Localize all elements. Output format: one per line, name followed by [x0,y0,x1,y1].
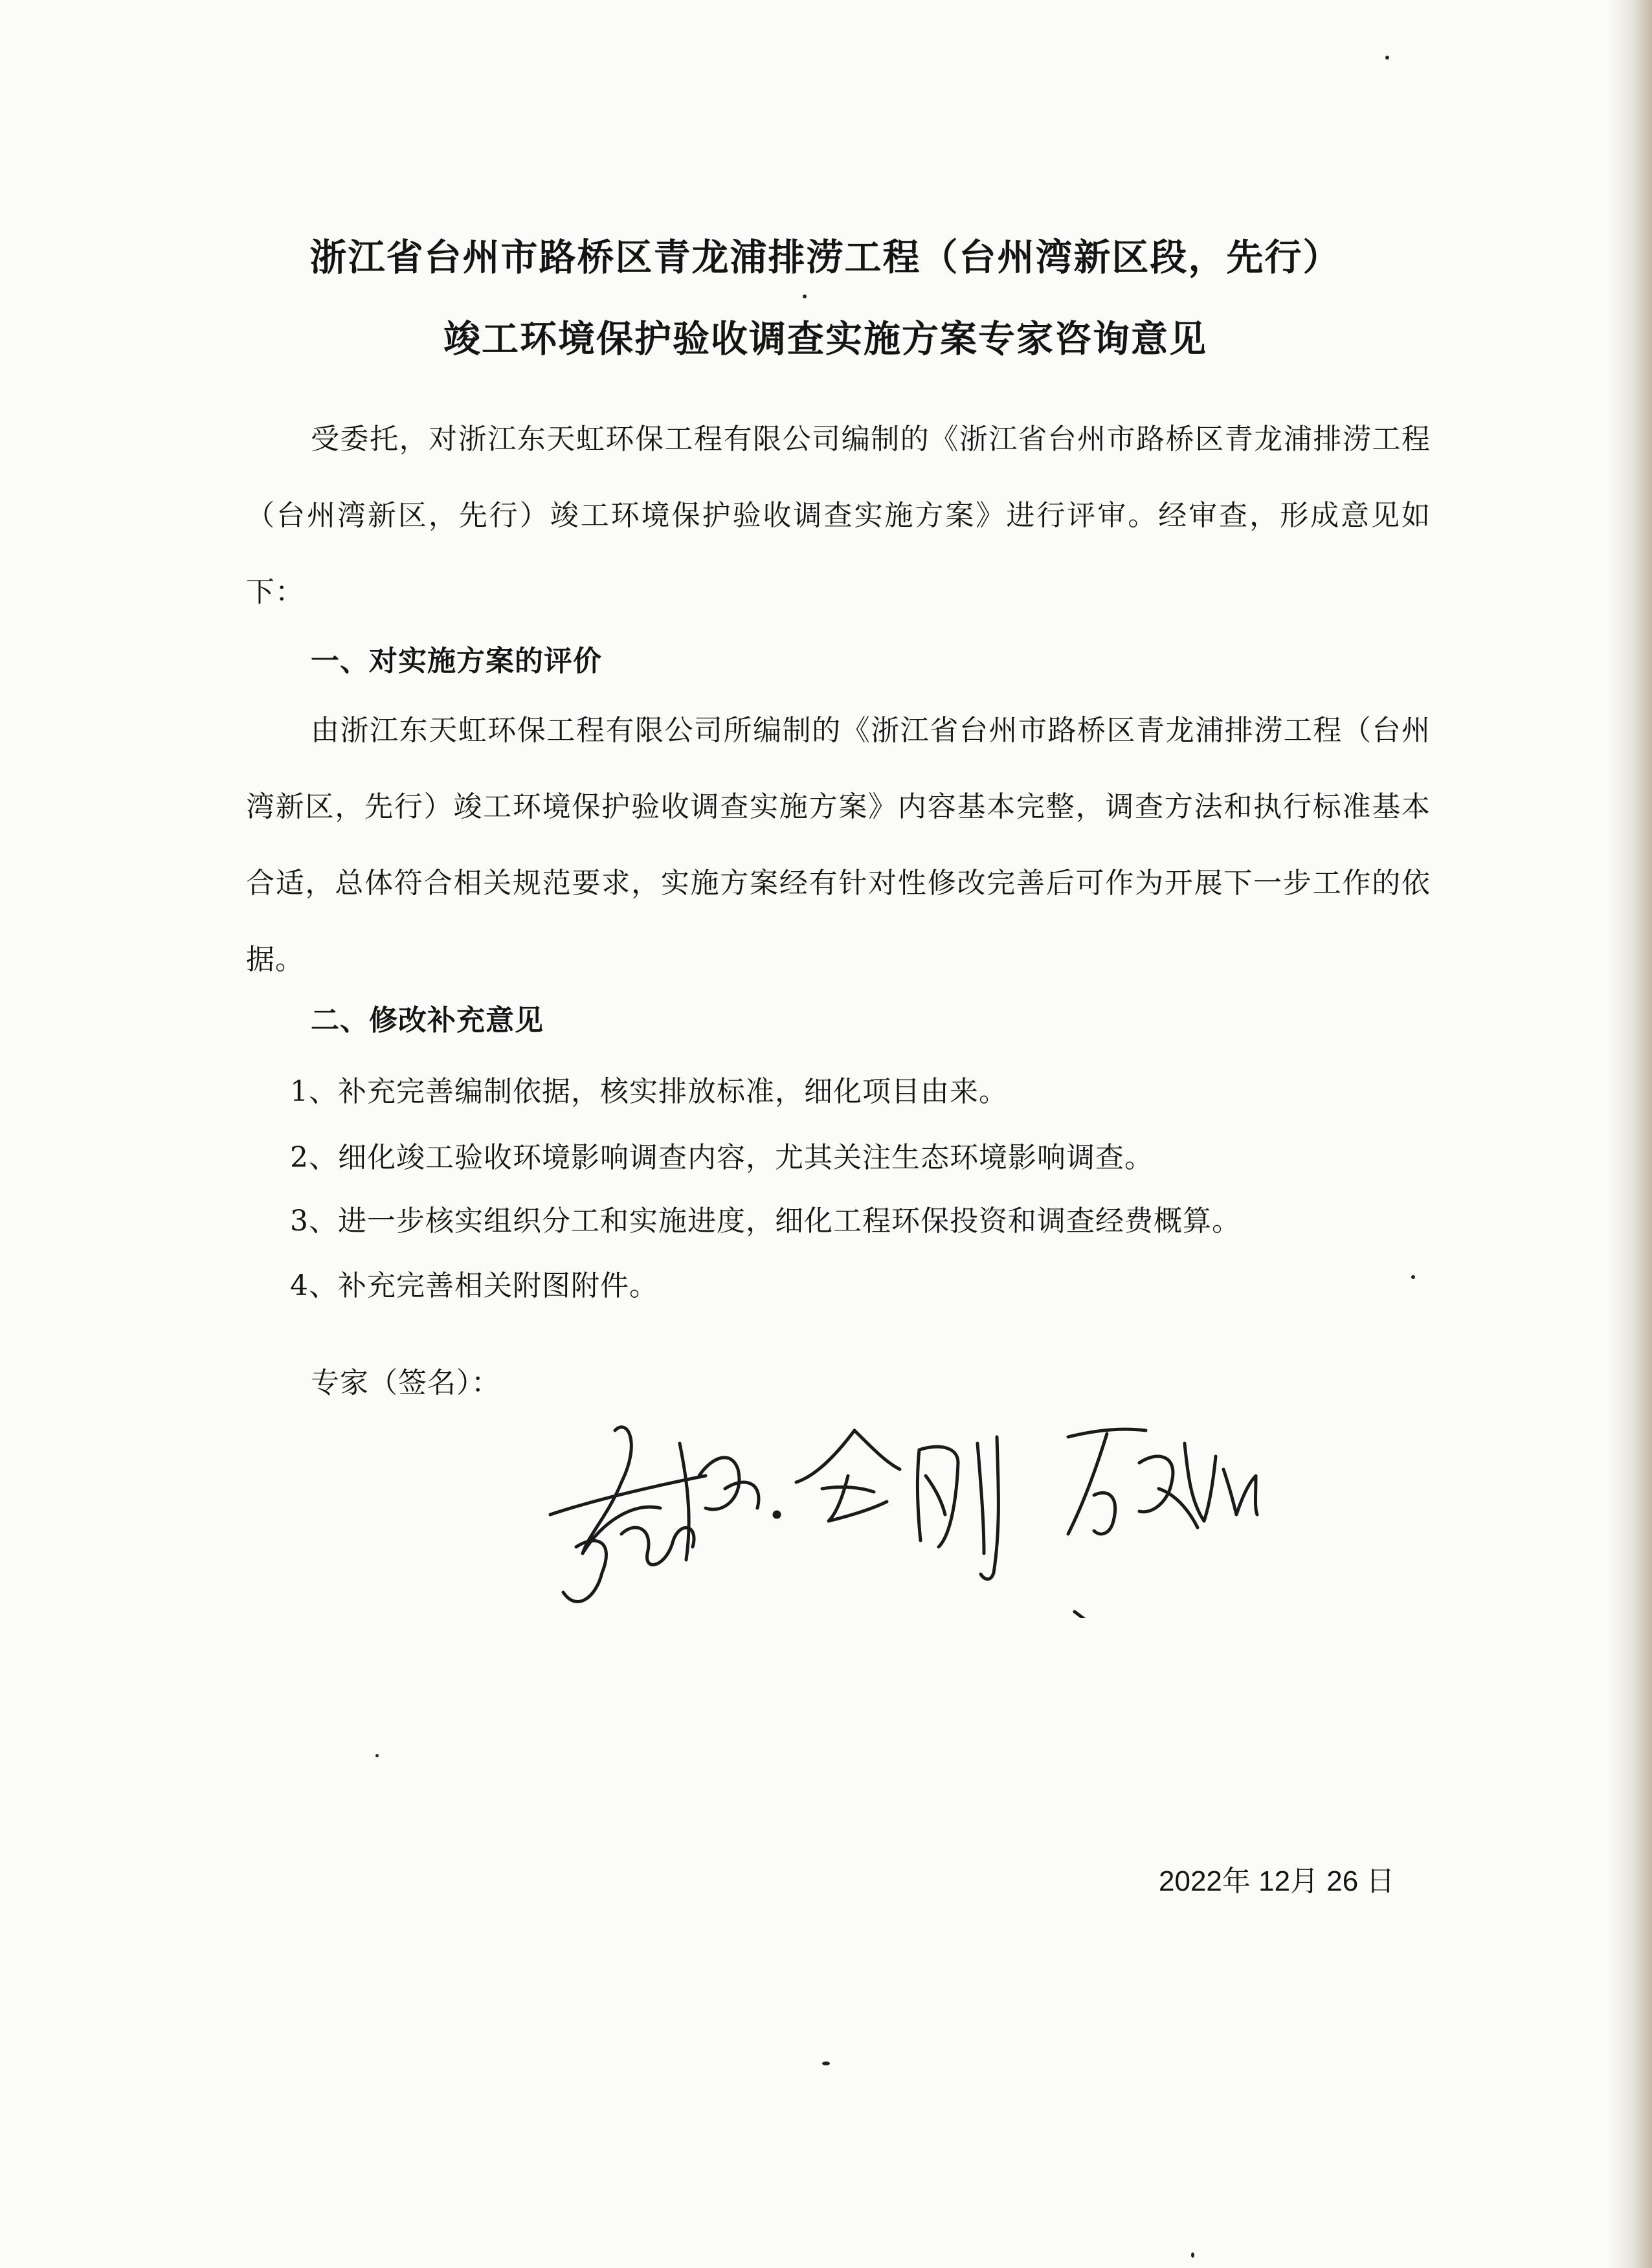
signature-label: 专家（签名）： [311,1366,500,1399]
list-item: 4、补充完善相关附图附件。 [290,1269,658,1302]
handwritten-signatures [537,1405,1301,1618]
section1-heading: 一、对实施方案的评价 [311,645,602,678]
section1-body: 由浙江东天虹环保工程有限公司所编制的《浙江省台州市路桥区青龙浦排涝工程（台州湾新区，先行）竣工环境保护验收调查实施方案》内容基本完整，调查方法和执行标准基本合适，总体符合相关规范要求，实施方案经有针对性修改完善后可作为开展下一步工作的依据。 [246,714,1431,976]
list-item: 2、细化竣工验收环境影响调查内容，尤其关注生态环境影响调查。 [290,1141,1154,1174]
section2-heading: 二、修改补充意见 [311,1004,544,1037]
scan-speck [822,2062,830,2065]
scan-speck [1385,56,1389,60]
intro-paragraph: 受委托，对浙江东天虹环保工程有限公司编制的《浙江省台州市路桥区青龙浦排涝工程（台州湾新区，先行）竣工环境保护验收调查实施方案》进行评审。经审查，形成意见如下： [246,423,1431,608]
scan-edge-shadow [1607,0,1652,2268]
list-item: 3、进一步核实组织分工和实施进度，细化工程环保投资和调查经费概算。 [290,1205,1241,1238]
signing-date: 2022年 12月 26 日 [1159,1865,1395,1897]
list-item: 1、补充完善编制依据，核实排放标准，细化项目由来。 [290,1075,1008,1108]
scan-speck [375,1754,379,1757]
scan-speck [1191,2252,1194,2258]
document-title-line1: 浙江省台州市路桥区青龙浦排涝工程（台州湾新区段，先行） [309,236,1341,279]
scan-speck [803,295,807,298]
scan-speck [1411,1275,1415,1279]
document-title-line2: 竣工环境保护验收调查实施方案专家咨询意见 [443,318,1207,361]
